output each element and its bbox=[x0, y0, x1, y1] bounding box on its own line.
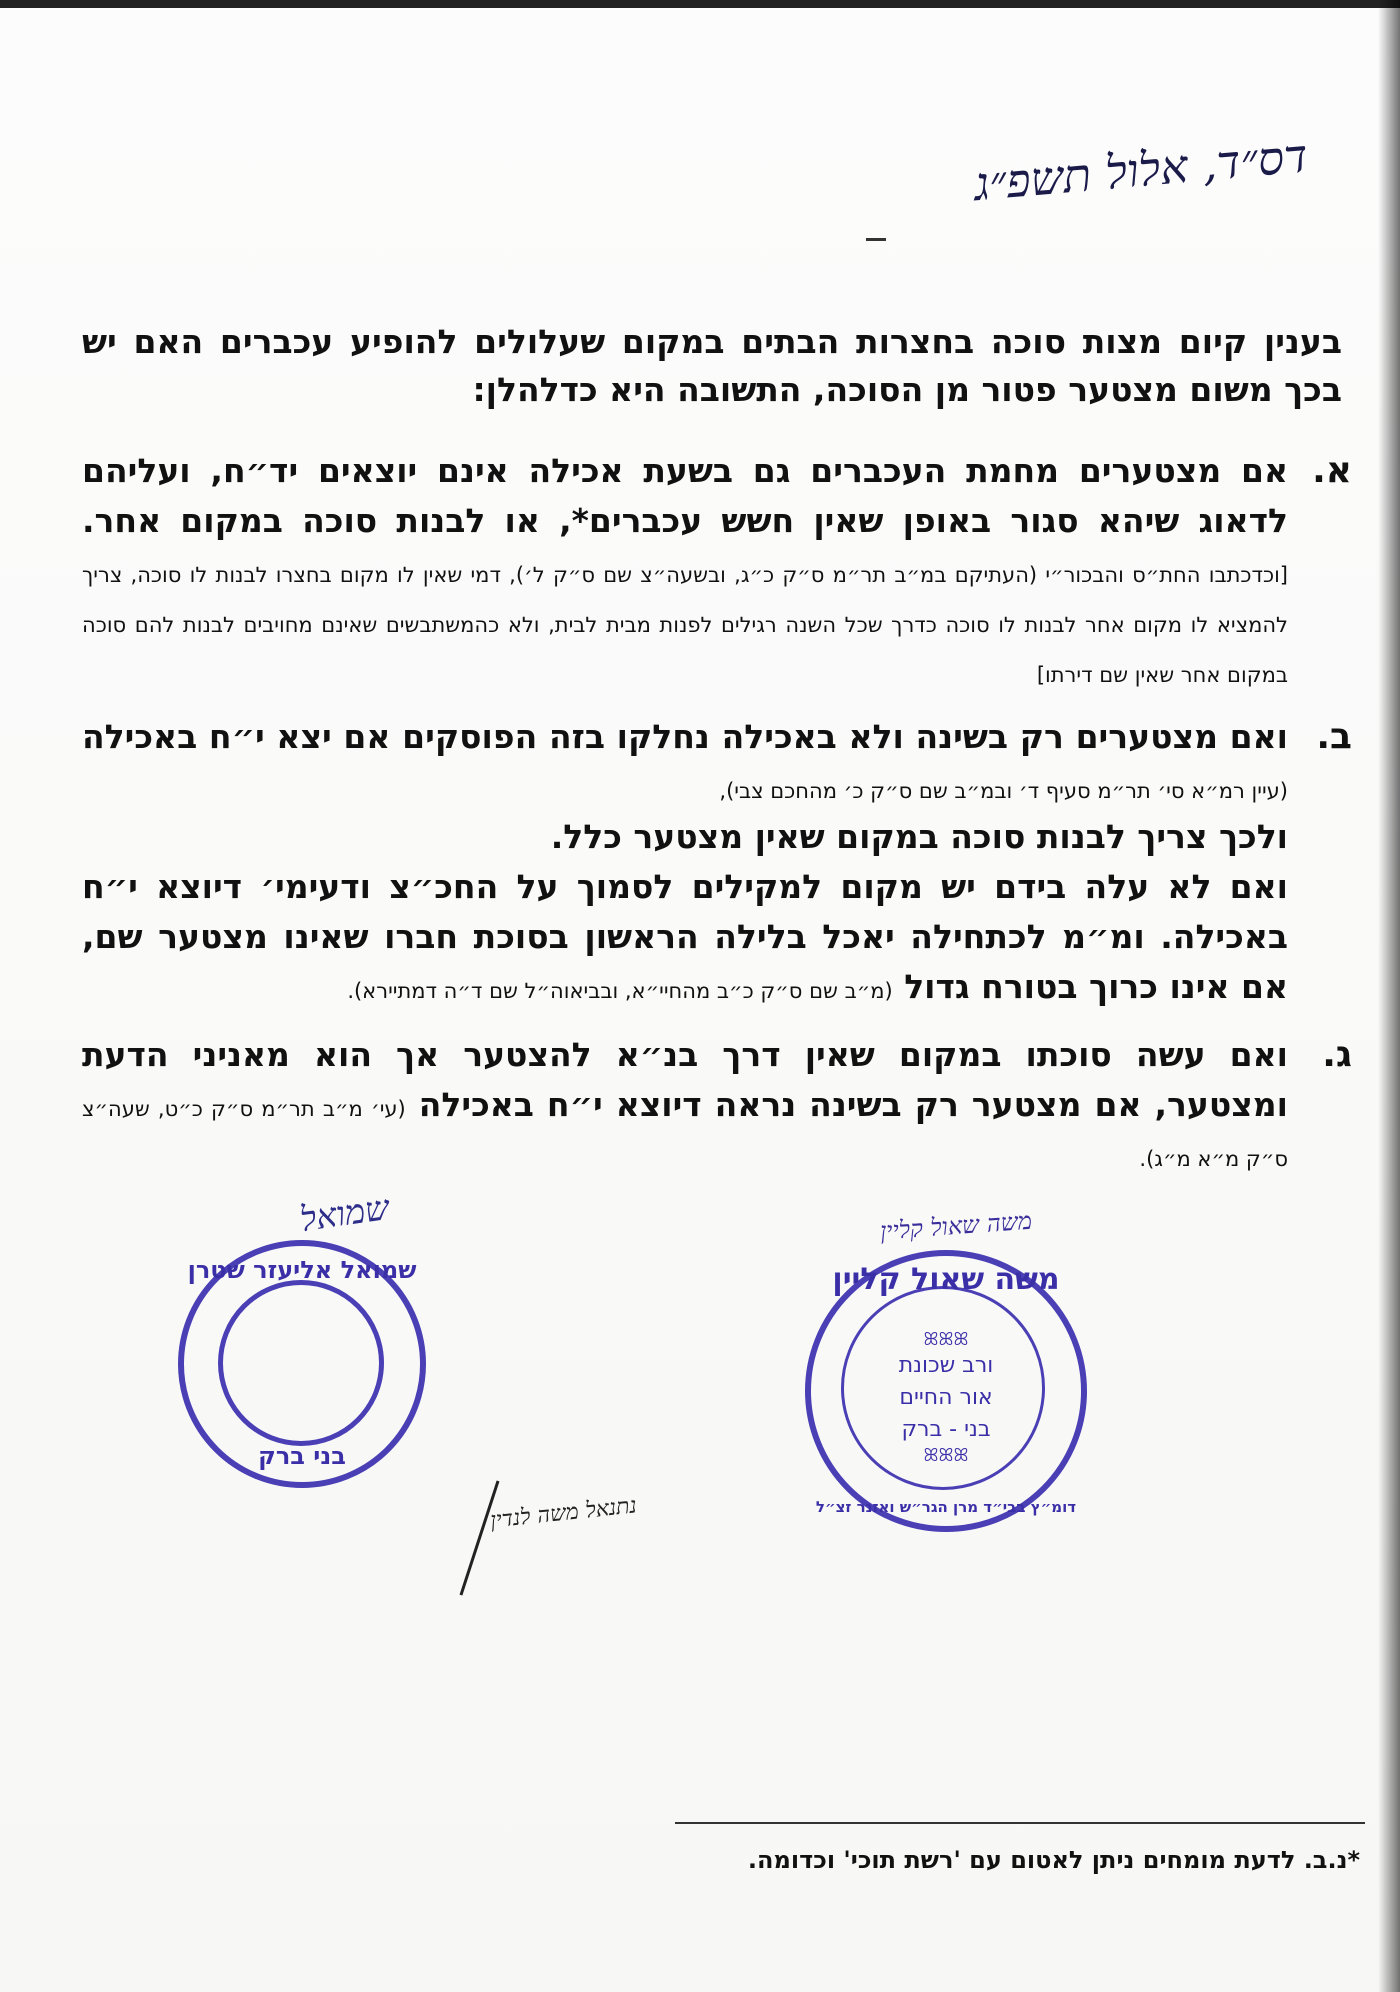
item-b-note-1: (עיין רמ״א סי׳ תר״מ סעיף ד׳ ובמ״ב שם ס״ק כ׳ מהחכם צבי), bbox=[719, 779, 1288, 803]
seal-right bbox=[805, 1250, 1087, 1532]
item-a-note: [וכדכתבו החת״ס והבכור״י (העתיקם במ״ב תר״מ ס״ק כ״ג, ובשעה״צ שם ס״ק ל׳), דמי שאין לו מקום בחצרו לבנות לו סוכה, צריך להמציא לו מקום אחר לבנות לו סוכה כדרך שכל השנה רגילים לפנות מבית לבית, ולא כהמשתבשים שאינם מחויבים לבנות להם סוכה במקום אחר שאין שם דירתו] bbox=[82, 563, 1288, 687]
seal-right-line2: אור החיים bbox=[899, 1385, 993, 1410]
dash-mark bbox=[866, 238, 886, 241]
item-b bbox=[82, 712, 1352, 1012]
item-b-main-1: ואם מצטערים רק בשינה ולא באכילה נחלקו בזה הפוסקים אם יצא י״ח באכילה bbox=[82, 717, 1288, 756]
item-g-main: ואם עשה סוכתו במקום שאין דרך בנ״א להצטער אך הוא מאניני הדעת ומצטער, אם מצטער רק בשינה נראה דיוצא י״ח באכילה bbox=[82, 1035, 1288, 1124]
intro-paragraph: בענין קיום מצות סוכה בחצרות הבתים במקום שעלולים להופיע עכברים האם יש בכך משום מצטער פטור מן הסוכה, התשובה היא כדלהלן: bbox=[82, 322, 1342, 409]
item-b-note-3: (מ״ב שם ס״ק כ״ב מהחיי״א, ובביאוה״ל שם ד״ה דמתיירא). bbox=[347, 979, 893, 1003]
item-a-body bbox=[82, 446, 1288, 696]
seal-left-city: בני ברק bbox=[258, 1442, 346, 1470]
item-g-body bbox=[82, 1030, 1288, 1180]
item-a bbox=[82, 446, 1352, 696]
seal-right-title: דומ״ץ בבי״ד מרן הגר״ש ואזנר זצ״ל bbox=[815, 1498, 1077, 1516]
signature-right: משה שאול קליין bbox=[879, 1206, 1033, 1246]
seal-right-center bbox=[851, 1330, 1041, 1466]
item-a-letter: א. bbox=[1312, 450, 1352, 491]
item-b-letter: ב. bbox=[1316, 716, 1352, 757]
item-g-note: (עי׳ מ״ב תר״מ ס״ק כ״ט, שעה״צ ס״ק מ״א מ״ג). bbox=[82, 1097, 1288, 1171]
item-g bbox=[82, 1030, 1352, 1180]
scan-edge-shadow bbox=[1378, 0, 1400, 1992]
item-b-main-3: ואם לא עלה בידם יש מקום למקילים לסמוך על החכ״צ ודעימי׳ דיוצא י״ח באכילה. ומ״מ לכתחילה יאכל בלילה הראשון בסוכת חברו שאינו מצטער שם, אם אינו כרוך בטורח גדול bbox=[82, 867, 1288, 1006]
seal-left-name: שמואל אליעזר שטרן bbox=[187, 1256, 417, 1284]
seal-right-name: משה שאול קליין bbox=[832, 1262, 1060, 1297]
item-b-body bbox=[82, 712, 1288, 1012]
seal-ornament-bottom: ꕤꕤꕤ bbox=[923, 1445, 969, 1466]
signature-middle: נתנאל משה לנדין bbox=[489, 1493, 638, 1534]
seal-left bbox=[178, 1240, 426, 1488]
handwritten-date: דס״ד, אלול תשפ״ג bbox=[971, 128, 1310, 212]
seal-ornament-top: ꕤꕤꕤ bbox=[923, 1329, 969, 1350]
footnote-rule bbox=[675, 1822, 1365, 1824]
footnote: *נ.ב. לדעת מומחים ניתן לאטום עם 'רשת תוכי' וכדומה. bbox=[747, 1846, 1360, 1874]
seal-right-line3: בני - ברק bbox=[901, 1417, 991, 1442]
item-g-letter: ג. bbox=[1322, 1034, 1352, 1075]
scan-top-shadow bbox=[0, 0, 1400, 8]
seal-left-inner-ring bbox=[218, 1280, 384, 1446]
signature-stroke bbox=[460, 1480, 500, 1595]
item-b-main-2: ולכך צריך לבנות סוכה במקום שאין מצטער כלל. bbox=[550, 817, 1288, 856]
signature-left: שמואל bbox=[297, 1187, 392, 1241]
seal-right-line1: ורב שכונת bbox=[898, 1353, 994, 1378]
item-a-main: אם מצטערים מחמת העכברים גם בשעת אכילה אינם יוצאים יד״ח, ועליהם לדאוג שיהא סגור באופן שאין חשש עכברים*, או לבנות סוכה במקום אחר. bbox=[82, 451, 1288, 540]
